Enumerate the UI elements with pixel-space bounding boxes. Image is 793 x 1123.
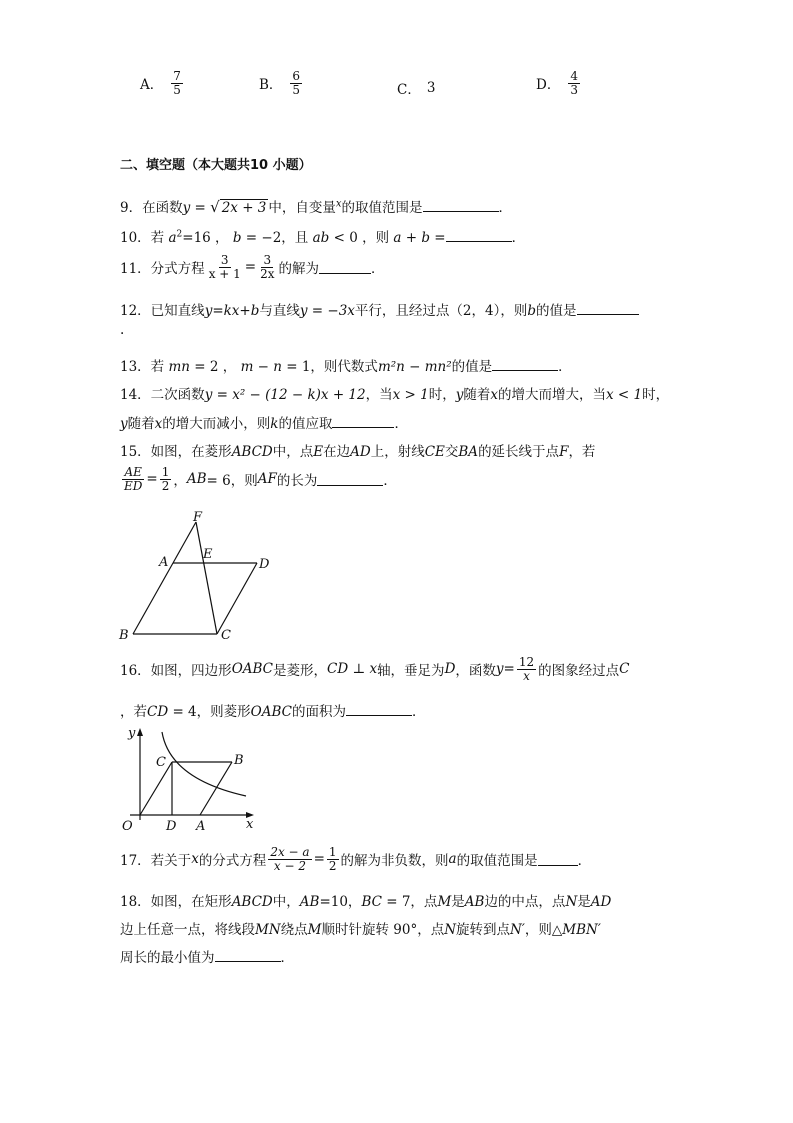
answer-blank[interactable] (332, 415, 394, 428)
label-y: y (128, 726, 136, 741)
question-18-line-2: 边上任意一点，将线段MN绕点M顺时针旋转 90°，点N旋转到点N′，则△MBN′ (120, 922, 601, 938)
question-15-line-1: 15．如图，在菱形ABCD中，点E在边AD上，射线CE交BA的延长线于点F，若 (120, 444, 596, 460)
option-b (259, 70, 304, 96)
fraction: $\frac{12}{x}$ (518, 655, 535, 683)
question-13: 13．若 mn = 2 ， m − n = 1，则代数式m²n − mn²的值是 ． (120, 359, 572, 375)
segment-fc (196, 522, 217, 634)
question-18-line-3: 周长的最小值为 ． (120, 950, 294, 966)
question-11: 11．分式方程 $\frac{3}{x + 1}$ = $\frac{3}{2x}$ 的解为 ． (120, 253, 385, 281)
answer-blank[interactable] (577, 302, 639, 315)
option-a (140, 70, 185, 96)
question-15-line-2: $\frac{AE}{ED}$ = $\frac{1}{2}$ ， AB = 6，则 AF 的长为 ． (124, 465, 397, 493)
question-12-continuation: . (120, 322, 125, 338)
answer-blank[interactable] (319, 261, 371, 274)
option-d (536, 70, 582, 96)
answer-blank[interactable] (492, 358, 558, 371)
answer-blank[interactable] (538, 853, 578, 866)
segment-af (173, 522, 196, 563)
sqrt-sign: √ (210, 198, 220, 216)
segment-ba (200, 762, 232, 815)
answer-blank[interactable] (215, 949, 281, 962)
option-label: D． (536, 77, 561, 94)
option-label: C． (397, 82, 421, 98)
label-d: D (166, 819, 177, 834)
rhombus-figure (115, 508, 285, 644)
question-9: 9．在函数y = √ 2x + 3 中，自变量$^x$的取值范围是 ． (120, 198, 513, 216)
answer-blank[interactable] (446, 229, 512, 242)
answer-blank[interactable] (317, 473, 383, 486)
label-b: B (234, 753, 244, 768)
option-value: 3 (426, 80, 436, 96)
section-title: 二、填空题（本大题共10 小题） (120, 158, 312, 173)
option-label: B． (259, 77, 283, 94)
fraction: $\frac{2x - a}{x - 2}$ (270, 845, 310, 873)
segment-dc (217, 563, 257, 634)
fraction: $\frac{1}{2}$ (161, 465, 170, 493)
y-axis-arrow (137, 728, 143, 736)
question-14-line-2: y随着x的增大而减小，则k的值应取 ． (120, 416, 408, 432)
fraction: $\frac{6}{5}$ (292, 69, 301, 97)
fraction: $\frac{4}{3}$ (570, 69, 578, 97)
question-16-line-1: 16．如图，四边形 OABC 是菱形， CD ⊥ x 轴，垂足为 D ，函数 y = $\frac{12}{x}$ 的图象经过点 C (120, 655, 630, 683)
question-12: 12．已知直线y=kx+b与直线y = −3x平行，且经过点（2，4），则b的值是 (120, 299, 639, 319)
question-16-line-2: ，若CD = 4，则菱形OABC的面积为 ． (120, 704, 426, 720)
fraction: $\frac{3}{2x}$ (260, 253, 275, 281)
question-14-line-1: 14．二次函数y = x² − (12 − k)x + 12，当x > 1时，y随着x的增大而增大，当x < 1时， (120, 387, 670, 403)
question-17: 17．若关于 x 的分式方程 $\frac{2x - a}{x - 2}$ = $\frac{1}{2}$ 的解为非负数，则 a 的取值范围是 ． (120, 845, 592, 873)
segment-ab (133, 563, 173, 634)
label-c: C (156, 755, 166, 770)
fraction: $\frac{1}{2}$ (328, 845, 337, 873)
label-a: A (159, 555, 169, 570)
hyperbola-rhombus-figure (118, 724, 268, 836)
label-e: E (203, 547, 213, 562)
option-label: A． (140, 77, 164, 94)
label-d: D (259, 557, 270, 572)
label-a: A (196, 819, 206, 834)
label-b: B (119, 628, 129, 643)
label-x: x (246, 817, 254, 832)
fraction: $\frac{AE}{ED}$ (124, 465, 143, 493)
fraction: $\frac{3}{x + 1}$ (208, 253, 241, 281)
label-o: O (122, 819, 133, 834)
fraction: $\frac{7}{5}$ (173, 69, 181, 97)
answer-blank[interactable] (423, 199, 499, 212)
label-c: C (221, 628, 231, 643)
answer-blank[interactable] (346, 703, 412, 716)
question-18-line-1: 18．如图，在矩形ABCD中，AB=10，BC = 7，点M是AB边的中点，点N是AD (120, 894, 612, 910)
label-f: F (193, 510, 203, 525)
option-c (397, 78, 435, 98)
question-10: 10．若 $a^2=16$ ， b = −2，且 ab < 0 ，则 a + b = ． (120, 229, 526, 246)
